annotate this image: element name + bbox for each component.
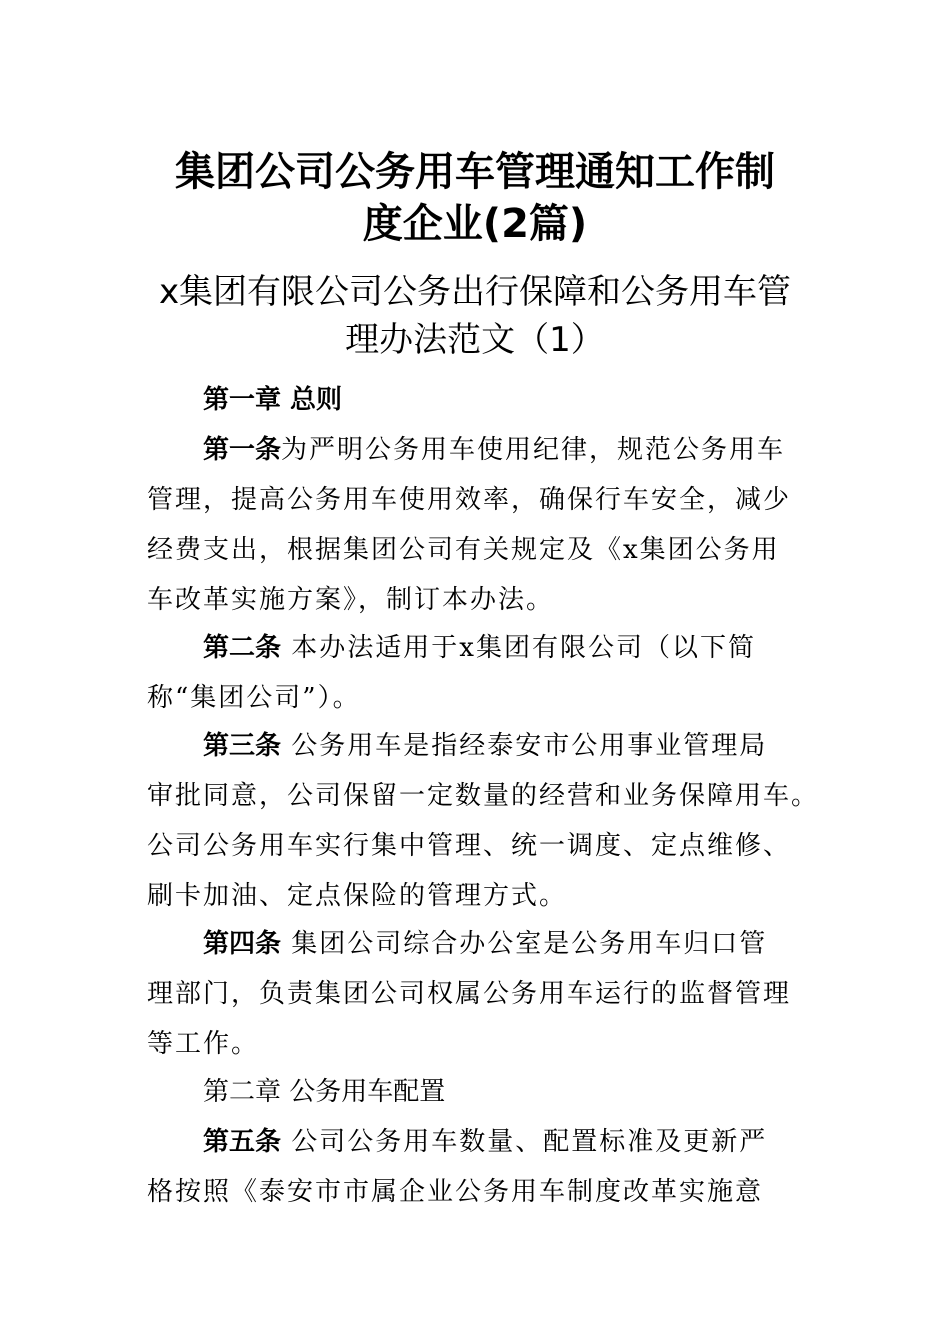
document-title-line-2: 度企业(2篇)	[362, 201, 588, 247]
article-1-text-1: 为严明公务用车使用纪律，规范公务用车	[281, 435, 786, 465]
document-subtitle-line-2: 理办法范文（1）	[345, 320, 605, 360]
article-1-line-1	[203, 432, 785, 468]
article-5-line-1	[203, 1124, 767, 1160]
article-1-line-3: 经费支出，根据集团公司有关规定及《x集团公务用	[147, 535, 780, 565]
article-3-text-1: 公务用车是指经泰安市公用事业管理局	[281, 731, 768, 761]
article-4-line-3: 等工作。	[147, 1029, 260, 1059]
article-2-line-2: 称“集团公司”）。	[147, 683, 361, 713]
document-title-line-1: 集团公司公务用车管理通知工作制	[175, 149, 775, 195]
article-4-label: 第四条	[203, 929, 282, 959]
article-3-line-3: 公司公务用车实行集中管理、统一调度、定点维修、	[147, 831, 792, 861]
article-3-line-4: 刷卡加油、定点保险的管理方式。	[147, 881, 568, 911]
article-1-line-2: 管理，提高公务用车使用效率，确保行车安全，减少	[147, 485, 792, 515]
document-subtitle-line-1: x集团有限公司公务出行保障和公务用车管	[158, 272, 792, 312]
article-5-label: 第五条	[203, 1127, 282, 1157]
article-3-line-2: 审批同意，公司保留一定数量的经营和业务保障用车。	[147, 781, 820, 811]
article-1-line-4: 车改革实施方案》，制订本办法。	[147, 585, 555, 615]
chapter-heading-1: 第一章 总则	[203, 385, 343, 415]
article-3-label: 第三条	[203, 731, 282, 761]
article-3-line-1	[203, 728, 767, 764]
article-4-line-1	[203, 926, 767, 962]
article-2-line-1	[203, 630, 756, 666]
article-4-line-2: 理部门，负责集团公司权属公务用车运行的监督管理	[147, 979, 792, 1009]
article-2-label: 第二条	[203, 633, 282, 663]
article-2-text-1: 本办法适用于x集团有限公司（以下简	[281, 633, 756, 663]
article-4-text-1: 集团公司综合办公室是公务用车归口管	[281, 929, 768, 959]
article-1-label: 第一条	[203, 435, 282, 465]
article-5-text-1: 公司公务用车数量、配置标准及更新严	[281, 1127, 768, 1157]
chapter-heading-2: 第二章 公务用车配置	[203, 1077, 446, 1107]
article-5-line-2: 格按照《泰安市市属企业公务用车制度改革实施意	[147, 1177, 764, 1207]
